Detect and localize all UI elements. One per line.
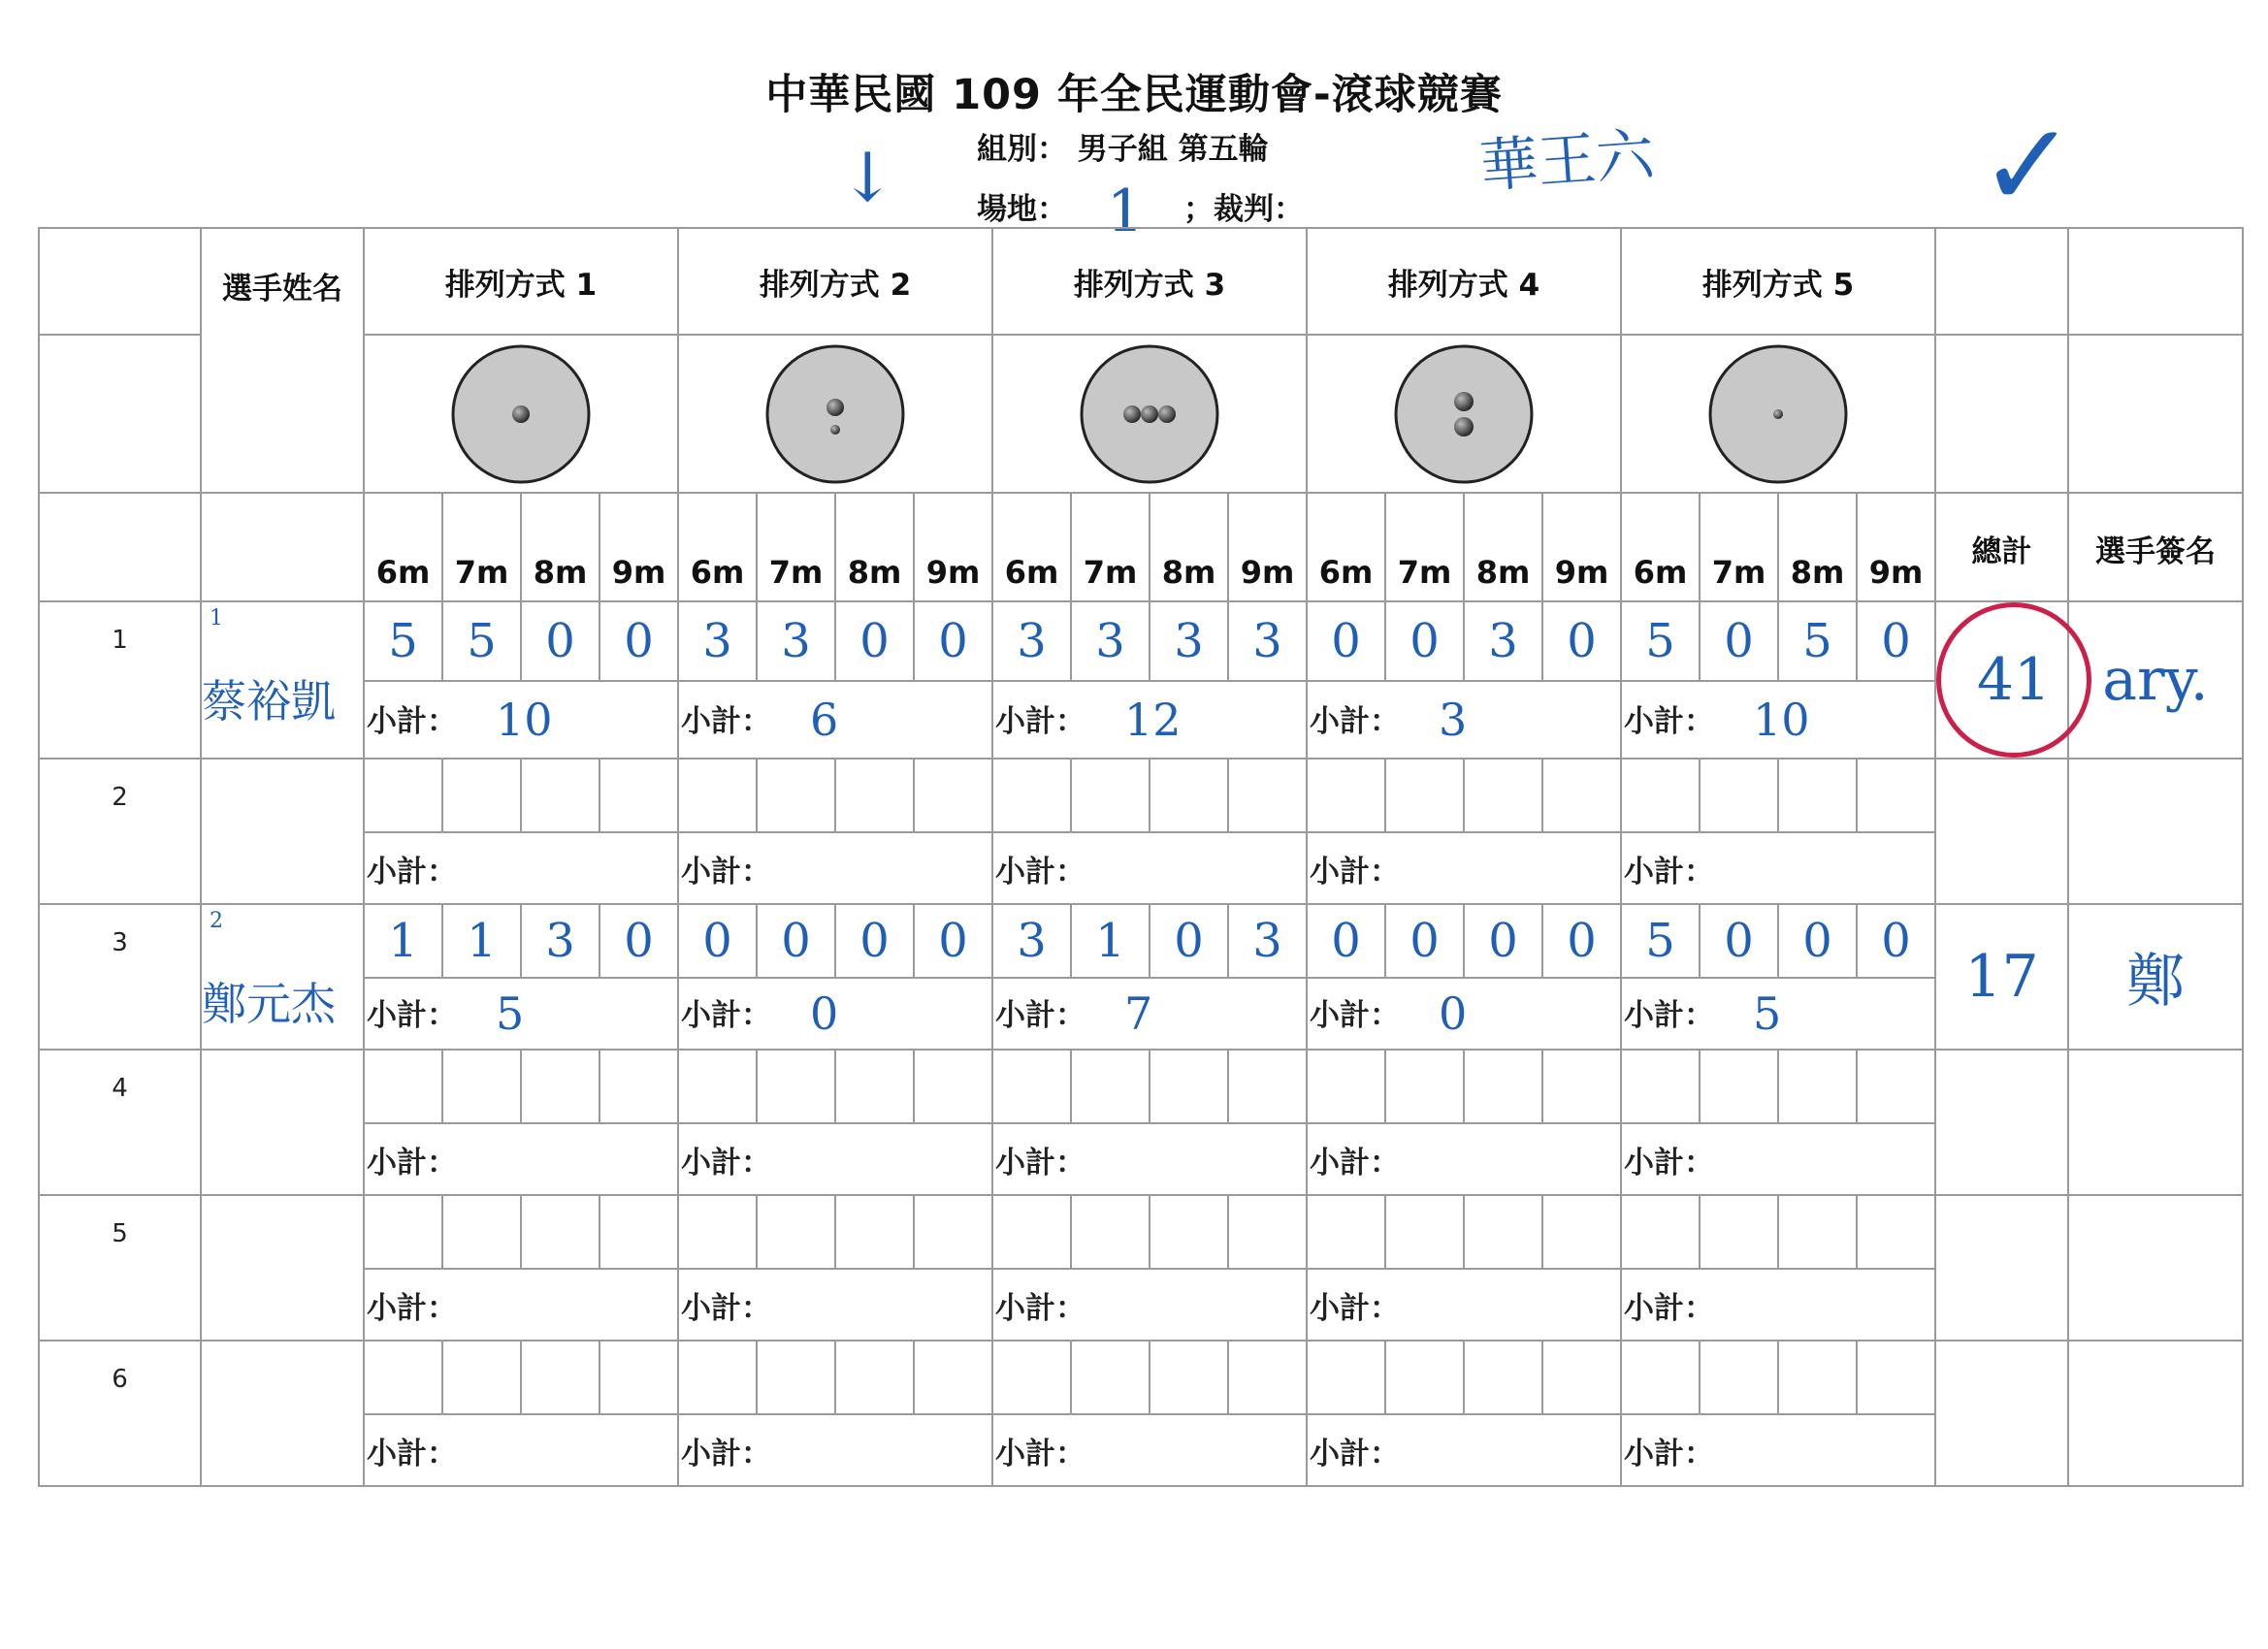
group-line	[977, 124, 1269, 168]
distance-header: 8m	[835, 493, 914, 601]
ball-1	[512, 405, 530, 423]
player-signature-cell[interactable]: 鄭	[2068, 904, 2243, 1050]
score-cell[interactable]	[1700, 1341, 1778, 1414]
player-name-cell[interactable]	[201, 1050, 364, 1195]
check-mark-icon: ✓	[1979, 99, 2077, 234]
row-number: 6	[39, 1341, 201, 1486]
score-cell[interactable]: 3	[757, 601, 835, 681]
subtotal-cell[interactable]	[992, 832, 1307, 904]
score-cell[interactable]	[757, 1341, 835, 1414]
score-cell[interactable]	[521, 1195, 599, 1269]
distance-header: 9m	[914, 493, 992, 601]
three-balls-row-icon	[1077, 341, 1222, 487]
player-name: 蔡裕凱	[202, 675, 336, 728]
subtotal-label: 小計：	[1310, 1145, 1400, 1180]
subtotal-label: 小計：	[1624, 1436, 1714, 1471]
score-cell[interactable]: 3	[1228, 904, 1307, 978]
subtotal-cell[interactable]	[1621, 1414, 1935, 1486]
subtotal-cell[interactable]	[1621, 1269, 1935, 1341]
subtotal-label: 小計：	[1310, 1290, 1400, 1326]
subtotal-label: 小計：	[681, 1436, 771, 1471]
distance-header: 8m	[1464, 493, 1542, 601]
score-cell[interactable]	[1307, 1341, 1385, 1414]
subtotal-label: 小計：	[1624, 854, 1714, 889]
player-signature-cell[interactable]	[2068, 759, 2243, 904]
score-cell[interactable]	[1700, 759, 1778, 832]
score-cell[interactable]	[757, 759, 835, 832]
score-cell[interactable]	[599, 1341, 678, 1414]
subtotal-cell[interactable]	[1621, 681, 1935, 759]
player-row	[39, 601, 2243, 681]
score-cell[interactable]: 0	[1857, 904, 1935, 978]
subtotal-label: 小計：	[1624, 1290, 1714, 1326]
subtotal-label: 小計：	[367, 704, 457, 740]
arrangement-header-2: 排列方式 2	[678, 228, 992, 335]
subtotal-cell[interactable]	[1307, 978, 1621, 1050]
blank-header-sign	[2068, 228, 2243, 335]
score-cell[interactable]: 1	[442, 904, 521, 978]
score-cell[interactable]: 0	[1857, 601, 1935, 681]
subtotal-cell[interactable]	[1621, 1123, 1935, 1195]
player-signature-header: 選手簽名	[2068, 493, 2243, 601]
two-balls-stacked-icon	[1391, 341, 1537, 487]
score-cell[interactable]: 5	[1621, 904, 1700, 978]
score-cell[interactable]: 5	[364, 601, 442, 681]
score-cell[interactable]: 0	[599, 904, 678, 978]
group-value: 男子組 第五輪	[1077, 132, 1269, 167]
score-cell[interactable]	[521, 1050, 599, 1123]
subtotal-label: 小計：	[1624, 704, 1714, 740]
score-cell[interactable]	[1228, 1195, 1307, 1269]
single-ball-icon	[448, 341, 594, 487]
ball-2	[1454, 417, 1474, 436]
subtotal-cell[interactable]	[992, 978, 1307, 1050]
total-cell[interactable]	[1935, 759, 2068, 904]
score-cell[interactable]	[1385, 1341, 1464, 1414]
subtotal-cell[interactable]	[364, 978, 678, 1050]
subtotal-value: 0	[1439, 987, 1468, 1040]
score-cell[interactable]	[521, 759, 599, 832]
score-cell[interactable]	[1857, 759, 1935, 832]
total-value: 17	[1964, 943, 2039, 1011]
subtotal-cell[interactable]	[1307, 1414, 1621, 1486]
score-cell[interactable]	[1778, 1341, 1857, 1414]
distance-header: 9m	[1228, 493, 1307, 601]
subtotal-label: 小計：	[1310, 1436, 1400, 1471]
score-cell[interactable]	[1700, 1050, 1778, 1123]
ball-3	[1158, 405, 1176, 423]
subtotal-cell[interactable]	[364, 1269, 678, 1341]
score-cell[interactable]	[1857, 1341, 1935, 1414]
arrangement-header-1: 排列方式 1	[364, 228, 678, 335]
score-cell[interactable]: 0	[1778, 904, 1857, 978]
subtotal-label: 小計：	[995, 1145, 1085, 1180]
score-cell[interactable]: 0	[1464, 904, 1542, 978]
total-cell[interactable]	[1935, 1050, 2068, 1195]
ball-above-jack-icon	[762, 341, 908, 487]
subtotal-label: 小計：	[1624, 1145, 1714, 1180]
score-cell[interactable]	[1150, 759, 1228, 832]
score-cell[interactable]	[1778, 759, 1857, 832]
score-cell[interactable]: 3	[1228, 601, 1307, 681]
distance-header: 8m	[1150, 493, 1228, 601]
score-cell[interactable]	[1228, 759, 1307, 832]
score-cell[interactable]: 3	[1150, 601, 1228, 681]
score-cell[interactable]: 0	[1542, 904, 1621, 978]
row-number: 2	[39, 759, 201, 904]
total-value: 41	[1936, 602, 2091, 758]
score-cell[interactable]: 0	[1307, 601, 1385, 681]
score-cell[interactable]: 3	[992, 601, 1071, 681]
score-cell[interactable]: 5	[442, 601, 521, 681]
blank-diagram-sign	[2068, 335, 2243, 493]
score-cell[interactable]: 0	[521, 601, 599, 681]
distance-header: 6m	[992, 493, 1071, 601]
score-cell[interactable]	[678, 1050, 757, 1123]
total-cell[interactable]	[1935, 601, 2068, 759]
score-cell[interactable]: 0	[1385, 601, 1464, 681]
score-cell[interactable]	[442, 1195, 521, 1269]
score-cell[interactable]	[1150, 1050, 1228, 1123]
score-cell[interactable]	[1385, 1195, 1464, 1269]
score-cell[interactable]	[1464, 1341, 1542, 1414]
subtotal-value: 3	[1439, 694, 1468, 747]
subtotal-value: 6	[810, 694, 839, 747]
score-cell[interactable]	[1150, 1195, 1228, 1269]
score-cell[interactable]: 5	[1621, 601, 1700, 681]
score-cell[interactable]: 3	[992, 904, 1071, 978]
judge-signature: 華王六	[1477, 120, 1657, 202]
subtotal-cell[interactable]	[678, 1123, 992, 1195]
ball-1	[1123, 405, 1141, 423]
score-cell[interactable]	[1071, 1050, 1150, 1123]
score-cell[interactable]	[757, 1195, 835, 1269]
corner-cell	[39, 228, 201, 335]
arrangement-diagram-2	[678, 335, 992, 493]
score-cell[interactable]	[1071, 759, 1150, 832]
blank-header-total	[1935, 228, 2068, 335]
subtotal-label: 小計：	[995, 1290, 1085, 1326]
score-cell[interactable]: 0	[835, 904, 914, 978]
score-cell[interactable]: 3	[521, 904, 599, 978]
subtotal-cell[interactable]	[678, 1269, 992, 1341]
score-sheet-table	[38, 227, 2244, 1487]
player-signature-cell[interactable]	[2068, 1195, 2243, 1341]
score-cell[interactable]	[835, 1341, 914, 1414]
subtotal-cell[interactable]	[992, 1123, 1307, 1195]
score-cell[interactable]	[1621, 1195, 1700, 1269]
subtotal-cell[interactable]	[364, 1123, 678, 1195]
subtotal-label: 小計：	[367, 1436, 457, 1471]
score-cell[interactable]	[1307, 1195, 1385, 1269]
player-signature-cell[interactable]	[2068, 1050, 2243, 1195]
subtotal-label: 小計：	[995, 998, 1085, 1033]
subtotal-label: 小計：	[681, 854, 771, 889]
row-number: 5	[39, 1195, 201, 1341]
score-cell[interactable]: 1	[364, 904, 442, 978]
score-cell[interactable]: 0	[1700, 904, 1778, 978]
score-cell[interactable]: 0	[914, 904, 992, 978]
player-name-cell[interactable]	[201, 601, 364, 759]
score-cell[interactable]	[835, 1050, 914, 1123]
score-cell[interactable]: 3	[678, 601, 757, 681]
subtotal-value: 10	[496, 694, 553, 747]
ball-2	[1141, 405, 1158, 423]
score-cell[interactable]	[992, 759, 1071, 832]
arrangement-header-3: 排列方式 3	[992, 228, 1307, 335]
arrangement-diagram-3	[992, 335, 1307, 493]
score-cell[interactable]	[1307, 759, 1385, 832]
subtotal-label: 小計：	[681, 1145, 771, 1180]
subtotal-value: 10	[1753, 694, 1810, 747]
judge-label: ；裁判：	[1183, 192, 1304, 227]
arrangement-diagram-4	[1307, 335, 1621, 493]
subtotal-label: 小計：	[1624, 998, 1714, 1033]
distance-header: 9m	[1542, 493, 1621, 601]
player-name: 鄭元杰	[202, 978, 336, 1030]
score-cell[interactable]	[678, 1341, 757, 1414]
player-row	[39, 1195, 2243, 1269]
distance-header: 7m	[1071, 493, 1150, 601]
score-cell[interactable]	[1542, 759, 1621, 832]
distance-header: 6m	[364, 493, 442, 601]
distance-header: 6m	[1621, 493, 1700, 601]
total-cell[interactable]	[1935, 1341, 2068, 1486]
corner-cell-2	[39, 335, 201, 493]
score-cell[interactable]	[1542, 1341, 1621, 1414]
row-number: 1	[39, 601, 201, 759]
subtotal-label: 小計：	[681, 998, 771, 1033]
distance-header: 6m	[1307, 493, 1385, 601]
arrangement-header-5: 排列方式 5	[1621, 228, 1935, 335]
subtotal-cell[interactable]	[364, 681, 678, 759]
score-cell[interactable]	[1778, 1050, 1857, 1123]
subtotal-cell[interactable]	[364, 832, 678, 904]
distance-header: 9m	[1857, 493, 1935, 601]
score-cell[interactable]	[364, 1195, 442, 1269]
score-cell[interactable]	[1464, 759, 1542, 832]
score-cell[interactable]: 5	[1778, 601, 1857, 681]
venue-label: 場地：	[977, 192, 1067, 227]
score-cell[interactable]	[364, 759, 442, 832]
player-signature-cell[interactable]	[2068, 1341, 2243, 1486]
score-cell[interactable]	[599, 1195, 678, 1269]
distance-header: 8m	[521, 493, 599, 601]
subtotal-label: 小計：	[681, 1290, 771, 1326]
score-cell[interactable]	[757, 1050, 835, 1123]
score-cell[interactable]	[914, 1341, 992, 1414]
total-cell[interactable]	[1935, 1195, 2068, 1341]
score-cell[interactable]	[1464, 1050, 1542, 1123]
player-order-tag: 1	[210, 606, 223, 630]
sheet-title: 中華民國 109 年全民運動會-滾球競賽	[765, 71, 1503, 119]
score-cell[interactable]	[1857, 1195, 1935, 1269]
subtotal-cell[interactable]	[992, 681, 1307, 759]
score-cell[interactable]	[1228, 1341, 1307, 1414]
subtotal-cell[interactable]	[1621, 978, 1935, 1050]
score-cell[interactable]: 0	[1385, 904, 1464, 978]
subtotal-cell[interactable]	[678, 832, 992, 904]
subtotal-cell[interactable]	[1307, 681, 1621, 759]
subtotal-label: 小計：	[1310, 854, 1400, 889]
group-label: 組別：	[977, 132, 1067, 167]
score-cell[interactable]: 0	[678, 904, 757, 978]
score-cell[interactable]	[1857, 1050, 1935, 1123]
score-cell[interactable]	[1307, 1050, 1385, 1123]
score-cell[interactable]	[442, 1341, 521, 1414]
subtotal-cell[interactable]	[1621, 832, 1935, 904]
score-cell[interactable]	[678, 1195, 757, 1269]
player-name-cell[interactable]	[201, 1195, 364, 1341]
score-cell[interactable]	[1385, 1050, 1464, 1123]
arrangement-diagram-5	[1621, 335, 1935, 493]
jack-only-icon	[1705, 341, 1851, 487]
ball-2	[830, 425, 840, 435]
score-cell[interactable]	[1542, 1050, 1621, 1123]
subtotal-value: 5	[496, 987, 525, 1040]
player-row	[39, 904, 2243, 978]
score-cell[interactable]	[914, 1050, 992, 1123]
subtotal-label: 小計：	[995, 854, 1085, 889]
player-name-cell[interactable]	[201, 1341, 364, 1486]
score-cell[interactable]	[1464, 1195, 1542, 1269]
player-row	[39, 759, 2243, 832]
score-cell[interactable]: 3	[1071, 601, 1150, 681]
score-cell[interactable]: 0	[757, 904, 835, 978]
ball-1	[1454, 392, 1474, 411]
score-cell[interactable]: 0	[835, 601, 914, 681]
score-cell[interactable]	[1150, 1341, 1228, 1414]
score-cell[interactable]	[364, 1341, 442, 1414]
row-number: 4	[39, 1050, 201, 1195]
score-cell[interactable]: 0	[599, 601, 678, 681]
score-cell[interactable]	[835, 1195, 914, 1269]
score-cell[interactable]	[521, 1341, 599, 1414]
distance-header: 8m	[1778, 493, 1857, 601]
subtotal-label: 小計：	[367, 998, 457, 1033]
subtotal-cell[interactable]	[364, 1414, 678, 1486]
score-cell[interactable]: 0	[1150, 904, 1228, 978]
subtotal-label: 小計：	[681, 704, 771, 740]
distance-header: 6m	[678, 493, 757, 601]
score-cell[interactable]: 1	[1071, 904, 1150, 978]
score-cell[interactable]	[992, 1341, 1071, 1414]
subtotal-cell[interactable]	[678, 681, 992, 759]
distance-header: 7m	[757, 493, 835, 601]
score-cell[interactable]	[1621, 1050, 1700, 1123]
blank-name-cell	[201, 493, 364, 601]
target-circle	[1396, 346, 1532, 482]
arrangement-header-4: 排列方式 4	[1307, 228, 1621, 335]
subtotal-label: 小計：	[367, 1145, 457, 1180]
player-name-cell[interactable]	[201, 759, 364, 904]
player-row	[39, 1341, 2243, 1414]
score-cell[interactable]: 3	[1464, 601, 1542, 681]
player-signature-cell[interactable]: ary.	[2068, 601, 2243, 759]
total-cell[interactable]	[1935, 904, 2068, 1050]
corner-cell-3	[39, 493, 201, 601]
subtotal-label: 小計：	[367, 854, 457, 889]
subtotal-cell[interactable]	[1307, 1123, 1621, 1195]
subtotal-cell[interactable]	[1307, 1269, 1621, 1341]
subtotal-cell[interactable]	[678, 978, 992, 1050]
score-cell[interactable]	[1228, 1050, 1307, 1123]
score-cell[interactable]	[914, 1195, 992, 1269]
distance-header: 7m	[442, 493, 521, 601]
score-cell[interactable]	[992, 1050, 1071, 1123]
score-cell[interactable]	[599, 1050, 678, 1123]
subtotal-value: 0	[810, 987, 839, 1040]
player-name-header: 選手姓名	[201, 228, 364, 493]
score-cell[interactable]	[1542, 1195, 1621, 1269]
score-cell[interactable]	[599, 759, 678, 832]
distance-header: 9m	[599, 493, 678, 601]
subtotal-value: 5	[1753, 987, 1782, 1040]
subtotal-label: 小計：	[1310, 998, 1400, 1033]
score-cell[interactable]	[992, 1195, 1071, 1269]
score-cell[interactable]: 0	[1307, 904, 1385, 978]
score-cell[interactable]	[1071, 1195, 1150, 1269]
player-name-cell[interactable]	[201, 904, 364, 1050]
subtotal-value: 12	[1124, 694, 1182, 747]
row-number: 3	[39, 904, 201, 1050]
subtotal-label: 小計：	[995, 704, 1085, 740]
subtotal-label: 小計：	[1310, 704, 1400, 740]
subtotal-cell[interactable]	[678, 1414, 992, 1486]
score-cell[interactable]	[1621, 759, 1700, 832]
distance-header: 7m	[1700, 493, 1778, 601]
subtotal-cell[interactable]	[992, 1414, 1307, 1486]
subtotal-cell[interactable]	[1307, 832, 1621, 904]
score-cell[interactable]	[442, 1050, 521, 1123]
score-cell[interactable]	[1621, 1341, 1700, 1414]
score-cell[interactable]: 0	[1542, 601, 1621, 681]
total-header: 總計	[1935, 493, 2068, 601]
player-row	[39, 1050, 2243, 1123]
score-cell[interactable]: 0	[914, 601, 992, 681]
score-cell[interactable]	[1700, 1195, 1778, 1269]
subtotal-cell[interactable]	[992, 1269, 1307, 1341]
subtotal-value: 7	[1124, 987, 1153, 1040]
ball-1	[1773, 409, 1783, 419]
down-arrow-icon: ↓	[839, 138, 896, 217]
ball-1	[826, 399, 844, 416]
score-cell[interactable]	[914, 759, 992, 832]
score-cell[interactable]	[678, 759, 757, 832]
score-cell[interactable]	[1778, 1195, 1857, 1269]
score-cell[interactable]	[364, 1050, 442, 1123]
score-cell[interactable]: 0	[1700, 601, 1778, 681]
blank-diagram-total	[1935, 335, 2068, 493]
score-cell[interactable]	[1385, 759, 1464, 832]
arrangement-diagram-1	[364, 335, 678, 493]
score-cell[interactable]	[835, 759, 914, 832]
subtotal-label: 小計：	[367, 1290, 457, 1326]
player-order-tag: 2	[210, 909, 223, 933]
distance-header: 7m	[1385, 493, 1464, 601]
score-cell[interactable]	[1071, 1341, 1150, 1414]
subtotal-label: 小計：	[995, 1436, 1085, 1471]
score-cell[interactable]	[442, 759, 521, 832]
venue-value: 1	[1106, 178, 1145, 245]
